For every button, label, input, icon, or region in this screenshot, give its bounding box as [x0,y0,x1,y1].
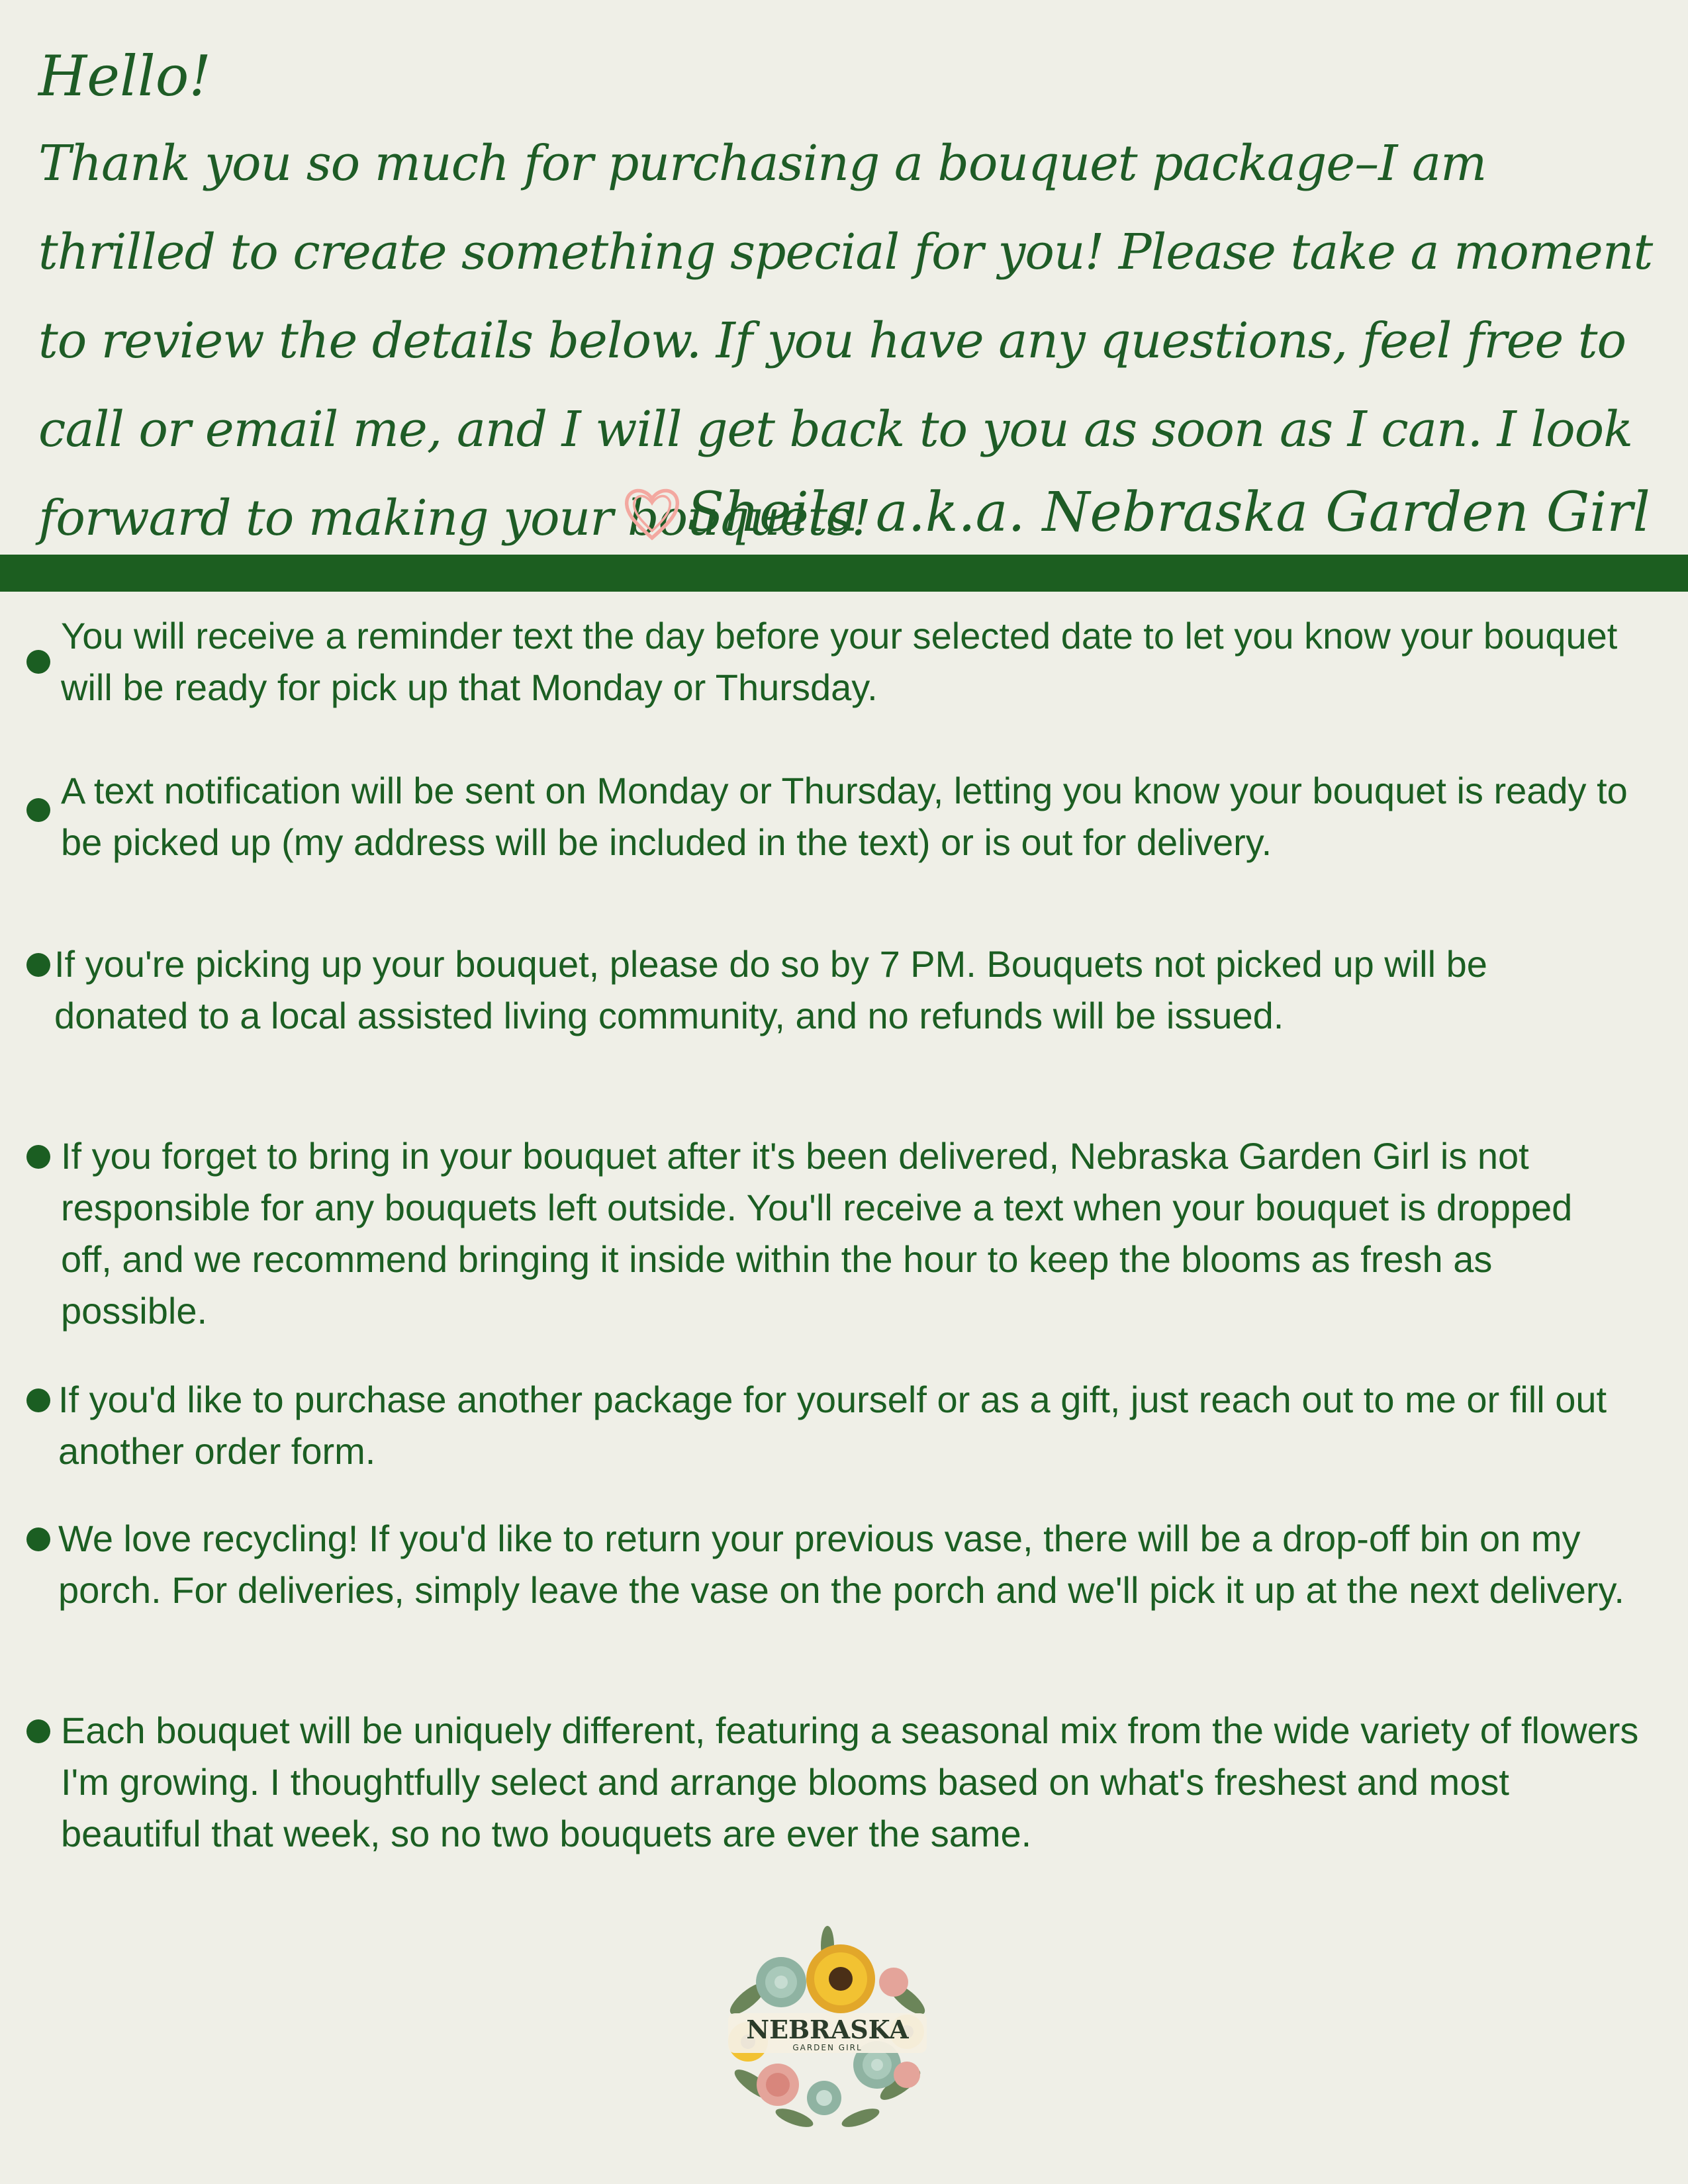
logo-name: NEBRASKA [746,2015,909,2044]
bullet-dot-icon [26,1388,50,1412]
list-item-text: We love recycling! If you'd like to return your previous vase, there will be a drop-off bin on my porch. For deliveries, simply leave the vase on the porch and we'll pick it up at the next delivery. [58,1518,1624,1611]
bullet-dot-icon [26,1719,50,1743]
bullet-dot-icon [26,1145,50,1169]
divider-bar [0,555,1688,592]
greeting-intro: Thank you so much for purchasing a bouquet package–I am thrilled to create something special for you! Please take a moment to review the details below. If you have any questions, feel free to call or email me, and I will get back to you as soon as I can. I look forward to making your bouquets! [38,135,1653,547]
list-item-text: A text notification will be sent on Monday or Thursday, letting you know your bouquet is ready to be picked up (my address will be included in the text) or is out for delivery. [61,770,1628,863]
bullet-dot-icon [26,1527,50,1551]
nebraska-garden-girl-logo [708,1919,947,2144]
list-item-text: If you're picking up your bouquet, please do so by 7 PM. Bouquets not picked up will be donated to a local assisted living community, and no refunds will be issued. [54,943,1487,1036]
list-item-text: You will receive a reminder text the day before your selected date to let you know your bouquet will be ready for pick up that Monday or Thursday. [61,615,1618,708]
bullet-dot-icon [26,798,50,822]
list-item-text: If you'd like to purchase another package for yourself or as a gift, just reach out to me or fill out another order form. [58,1379,1607,1472]
floral-wreath-logo-icon [708,1919,947,2144]
list-item-text: Each bouquet will be uniquely different, featuring a seasonal mix from the wide variety of flowers I'm growing. I thoughtfully select and arrange blooms based on what's freshest and most beautiful that week, so no two bouquets are ever the same. [61,1709,1639,1854]
heart-icon [622,480,682,546]
bullet-dot-icon [26,650,50,674]
signature [622,477,1655,549]
bullet-dot-icon [26,953,50,977]
signature-text: Sheila a.k.a. Nebraska Garden Girl [687,481,1650,544]
greeting-hello: Hello! [38,44,212,109]
list-item-text: If you forget to bring in your bouquet after it's been delivered, Nebraska Garden Girl is not responsible for any bouquets left outside. You'll receive a text when your bouquet is dropped off, and we recommend bringing it inside within the hour to keep the blooms as fresh as possible. [61,1135,1573,1332]
logo-subtitle: GARDEN GIRL [792,2043,863,2052]
